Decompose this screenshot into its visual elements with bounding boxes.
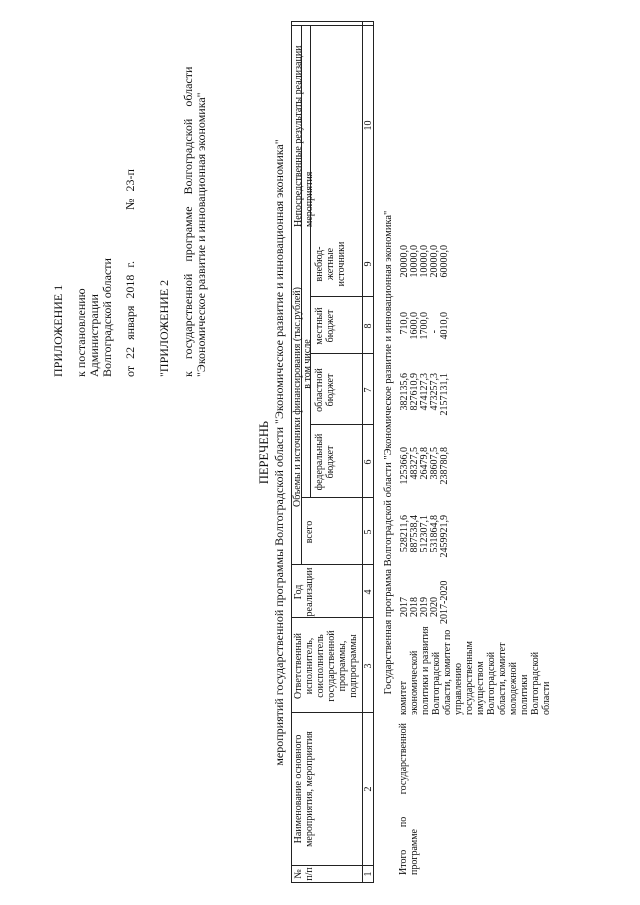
row-2017-local: 710,0 bbox=[399, 312, 410, 335]
total-row-name: Итого по государственной программе bbox=[398, 723, 420, 875]
row-2019-total: 512307,1 bbox=[419, 515, 430, 553]
total-row-executors: комитет экономической политики и развития Волгоградской области, комитет по управлению государственным имуществом Волгоградской области, комитет молодежной политики Волгоградской области bbox=[398, 626, 552, 715]
col-number-6: 6 bbox=[363, 459, 374, 465]
header-funding: Объемы и источники финансирования (тыс.рублей) bbox=[292, 287, 303, 507]
page-title: ПЕРЕЧЕНЬ bbox=[257, 420, 271, 485]
header-year: Год реализации bbox=[293, 567, 315, 617]
row-2018-total: 887538,4 bbox=[409, 515, 420, 553]
appendix2-title: "ПРИЛОЖЕНИЕ 2 bbox=[157, 279, 171, 377]
row-sum-total: 2459921,9 bbox=[439, 515, 450, 558]
row-2017-year: 2017 bbox=[399, 597, 410, 617]
header-executor: Ответственный исполнитель, соисполнитель государственной программы, подпрограммы bbox=[293, 630, 359, 702]
row-2017-total: 528211,6 bbox=[399, 515, 410, 553]
row-2018-regional: 827610,9 bbox=[409, 373, 420, 411]
row-2017-extra: 20000,0 bbox=[399, 245, 410, 278]
row-2019-local: 1700,0 bbox=[419, 312, 430, 340]
row-2020-extra: 20000,0 bbox=[429, 245, 440, 278]
row-2019-regional: 474127,3 bbox=[419, 373, 430, 411]
header-event-name: Наименование основного мероприятия, мероприятия bbox=[293, 731, 315, 847]
row-2017-regional: 382135,6 bbox=[399, 373, 410, 411]
appendix2-line-2: "Экономическое развитие и инновационная экономика" bbox=[194, 92, 208, 377]
row-2018-local: 1600,0 bbox=[409, 312, 420, 340]
col-number-5: 5 bbox=[363, 529, 374, 535]
col-number-7: 7 bbox=[363, 387, 374, 393]
row-2018-federal: 48327,5 bbox=[409, 447, 420, 480]
row-sum-federal: 238780,8 bbox=[439, 447, 450, 485]
appendix-line-2: Администрации bbox=[87, 294, 101, 377]
appendix-title: ПРИЛОЖЕНИЕ 1 bbox=[51, 284, 65, 377]
row-sum-regional: 2157131,1 bbox=[439, 373, 450, 416]
col-number-9: 9 bbox=[363, 261, 374, 267]
col-number-2: 2 bbox=[363, 786, 374, 792]
page-subtitle: мероприятий государственной программы Волгоградской области "Экономическое развитие и инновационная экономика" bbox=[272, 139, 286, 766]
appendix-number: № 23-п bbox=[123, 169, 137, 210]
row-total-year: 2017-2020 bbox=[439, 580, 450, 624]
col-number-1: 1 bbox=[363, 871, 374, 877]
row-2018-year: 2018 bbox=[409, 597, 420, 617]
header-federal: федеральный бюджет bbox=[314, 433, 336, 491]
row-2019-extra: 10000,0 bbox=[419, 245, 430, 278]
row-2020-total: 531864,8 bbox=[429, 515, 440, 553]
header-regional: областной бюджет bbox=[314, 368, 336, 412]
appendix-date: от 22 января 2018 г. bbox=[123, 261, 137, 377]
row-2017-federal: 125366,0 bbox=[399, 447, 410, 485]
header-number: № п/п bbox=[293, 867, 315, 881]
header-total: всего bbox=[304, 520, 315, 544]
appendix2-line-1: к государственной программе Волгоградской области bbox=[181, 66, 195, 377]
col-number-3: 3 bbox=[363, 663, 374, 669]
header-extrabudget: внебюд-жетные источники bbox=[314, 241, 347, 287]
row-2019-federal: 26479,8 bbox=[419, 447, 430, 480]
row-2020-local: - bbox=[429, 330, 440, 334]
row-2019-year: 2019 bbox=[419, 597, 430, 617]
header-local: местный бюджет bbox=[314, 307, 336, 345]
row-sum-local: 4010,0 bbox=[439, 312, 450, 340]
col-number-4: 4 bbox=[363, 589, 374, 595]
row-2020-year: 2020 bbox=[429, 597, 440, 617]
header-results: Непосредственные результаты реализации мероприятия bbox=[293, 45, 315, 227]
row-2020-regional: 473257,3 bbox=[429, 373, 440, 411]
row-sum-extra: 60000,0 bbox=[439, 245, 450, 278]
row-2018-extra: 10000,0 bbox=[409, 245, 420, 278]
col-number-10: 10 bbox=[363, 120, 374, 131]
header-including: в том числе bbox=[302, 339, 313, 389]
section-title: Государственная программа Волгоградской области "Экономическое развитие и инновационная экономика" bbox=[383, 210, 394, 695]
row-2020-federal: 38607,5 bbox=[429, 447, 440, 480]
appendix-line-3: Волгоградской области bbox=[100, 258, 114, 377]
col-number-8: 8 bbox=[363, 323, 374, 329]
appendix-line-1: к постановлению bbox=[74, 288, 88, 377]
